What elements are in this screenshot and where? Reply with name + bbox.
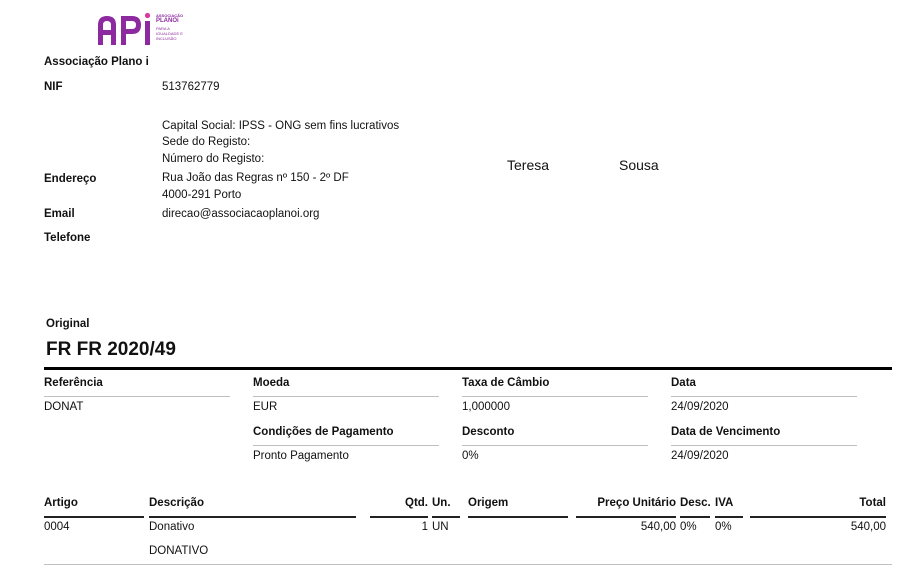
capital-social: Capital Social: IPSS - ONG sem fins lucrativos: [162, 120, 400, 132]
col-preco-unitario: Preço Unitário: [597, 497, 676, 509]
col-iva: IVA: [715, 497, 734, 509]
row-descricao: Donativo: [149, 521, 195, 533]
address-line2: 4000-291 Porto: [162, 189, 242, 201]
reference-value: DONAT: [44, 401, 84, 413]
table-bottom-rule: [44, 564, 892, 565]
logo-small-text-4: IGUALDADE E: [156, 31, 183, 36]
payment-terms-label: Condições de Pagamento: [253, 426, 394, 438]
logo-small-text-3: PARA A: [156, 26, 170, 31]
address-line1: Rua João das Regras nº 150 - 2º DF: [162, 172, 349, 184]
exchange-rate-label: Taxa de Câmbio: [462, 377, 550, 389]
date-label: Data: [671, 377, 696, 389]
col-total: Total: [859, 497, 886, 509]
api-logo-mark: [96, 11, 154, 47]
currency-value: EUR: [253, 401, 278, 413]
col-descricao: Descrição: [149, 497, 204, 509]
row-total: 540,00: [850, 521, 886, 533]
row-sub-description: DONATIVO: [149, 545, 209, 557]
discount-value: 0%: [462, 450, 479, 462]
payment-terms-value: Pronto Pagamento: [253, 450, 349, 462]
row-qtd: 1: [421, 521, 428, 533]
client-first-name: Teresa: [507, 157, 550, 173]
email-value: direcao@associacaoplanoi.org: [162, 208, 320, 220]
col-artigo: Artigo: [44, 497, 78, 509]
company-logo: [96, 11, 188, 47]
reference-label: Referência: [44, 377, 103, 389]
logo-small-text-2: PLANOi: [156, 18, 179, 24]
row-artigo: 0004: [44, 521, 70, 533]
due-date-label: Data de Vencimento: [671, 426, 781, 438]
logo-small-text-5: INCLUSÃO: [156, 36, 177, 41]
col-un: Un.: [432, 497, 451, 509]
due-date-value: 24/09/2020: [671, 450, 729, 462]
col-desconto: Desc.: [680, 497, 711, 509]
phone-label: Telefone: [44, 232, 91, 244]
sede-registo: Sede do Registo:: [162, 136, 251, 148]
discount-label: Desconto: [462, 426, 515, 438]
document-status: Original: [46, 318, 90, 330]
address-label: Endereço: [44, 173, 97, 185]
col-qtd: Qtd.: [405, 497, 428, 509]
title-divider: [44, 367, 892, 370]
nif-value: 513762779: [162, 81, 220, 93]
row-preco-unitario: 540,00: [640, 521, 676, 533]
nif-label: NIF: [44, 81, 63, 93]
document-title: FR FR 2020/49: [46, 339, 176, 360]
row-un: UN: [432, 521, 449, 533]
date-value: 24/09/2020: [671, 401, 729, 413]
col-origem: Origem: [468, 497, 509, 509]
currency-label: Moeda: [253, 377, 290, 389]
logo-small-text-1: ASSOCIAÇÃO: [156, 13, 184, 18]
row-desconto: 0%: [680, 521, 697, 533]
email-label: Email: [44, 208, 75, 220]
row-iva: 0%: [715, 521, 732, 533]
exchange-rate-value: 1,000000: [462, 401, 510, 413]
company-name: Associação Plano i: [44, 56, 149, 68]
numero-registo: Número do Registo:: [162, 153, 265, 165]
client-last-name: Sousa: [619, 157, 659, 173]
